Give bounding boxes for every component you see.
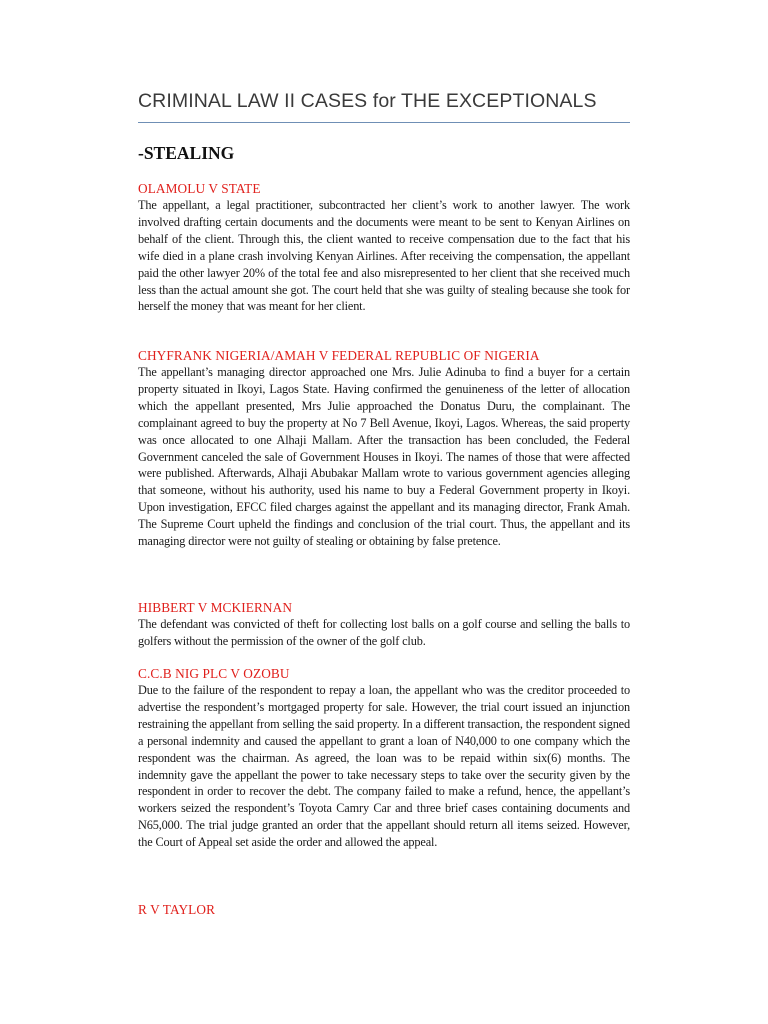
- title-divider: [138, 122, 630, 123]
- case-title: CHYFRANK NIGERIA/AMAH V FEDERAL REPUBLIC OF NIGERIA: [138, 348, 540, 363]
- document-title: CRIMINAL LAW II CASES for THE EXCEPTIONALS: [138, 90, 597, 112]
- case-chyfrank: [138, 347, 630, 550]
- case-title: C.C.B NIG PLC V OZOBU: [138, 666, 290, 681]
- case-body: The appellant, a legal practitioner, subcontracted her client’s work to another lawyer. The work involved drafting certain documents and the documents were meant to be sent to Kenyan Airlines on behalf of the client. Through this, the client wanted to receive compensation due to the fact that his wife died in a plane crash involving Kenyan Airlines. After receiving the compensation, the appellant paid the other lawyer 20% of the total fee and also misrepresented to her client that she received much less than the actual amount she got. The court held that she was guilty of stealing because she took for herself the money that was meant for her client.: [138, 198, 630, 314]
- case-body: Due to the failure of the respondent to repay a loan, the appellant who was the creditor proceeded to advertise the respondent’s mortgaged property for sale. However, the trial court issued an injunction restraining the appellant from selling the said property. In a different transaction, the respondent signed a personal indemnity and caused the appellant to grant a loan of N40,000 to one company which the respondent was the chairman. As agreed, the loan was to be repaid within six(6) months. The indemnity gave the appellant the power to take necessary steps to take over the security given by the respondent in order to recover the debt. The company failed to make a refund, hence, the appellant’s workers seized the respondent’s Toyota Camry Car and three brief cases containing documents and N65,000. The trial judge granted an order that the appellant should return all items seized. However, the Court of Appeal set aside the order and allowed the appeal.: [138, 683, 630, 850]
- case-body: The appellant’s managing director approached one Mrs. Julie Adinuba to find a buyer for a certain property situated in Ikoyi, Lagos State. Having confirmed the genuineness of the letter of allocation which the appellant presented, Mrs Julie approached the Donatus Duru, the complainant. The complainant agreed to buy the property at No 7 Bell Avenue, Ikoyi, Lagos. Whereas, the said property was once allocated to one Alhaji Mallam. After the transaction has been concluded, the Federal Government canceled the sale of Government Houses in Ikoyi. The names of those that were affected were published. Afterwards, Alhaji Abubakar Mallam wrote to various government agencies alleging that someone, without his authority, used his name to buy a Federal Government property in Ikoyi. Upon investigation, EFCC filed charges against the appellant and its managing director, Frank Amah. The Supreme Court upheld the findings and conclusion of the trial court. Thus, the appellant and its managing director were not guilty of stealing or obtaining by false pretence.: [138, 365, 630, 549]
- case-title: R V TAYLOR: [138, 902, 216, 917]
- case-r-v-taylor: [138, 901, 630, 918]
- case-title: OLAMOLU V STATE: [138, 181, 261, 196]
- section-heading: -STEALING: [138, 143, 235, 163]
- case-olamolu: [138, 180, 630, 315]
- case-ccb-nig: [138, 665, 630, 851]
- case-body: The defendant was convicted of theft for collecting lost balls on a golf course and selling the balls to golfers without the permission of the owner of the golf club.: [138, 617, 630, 648]
- case-hibbert: [138, 599, 630, 650]
- case-title: HIBBERT V MCKIERNAN: [138, 600, 293, 615]
